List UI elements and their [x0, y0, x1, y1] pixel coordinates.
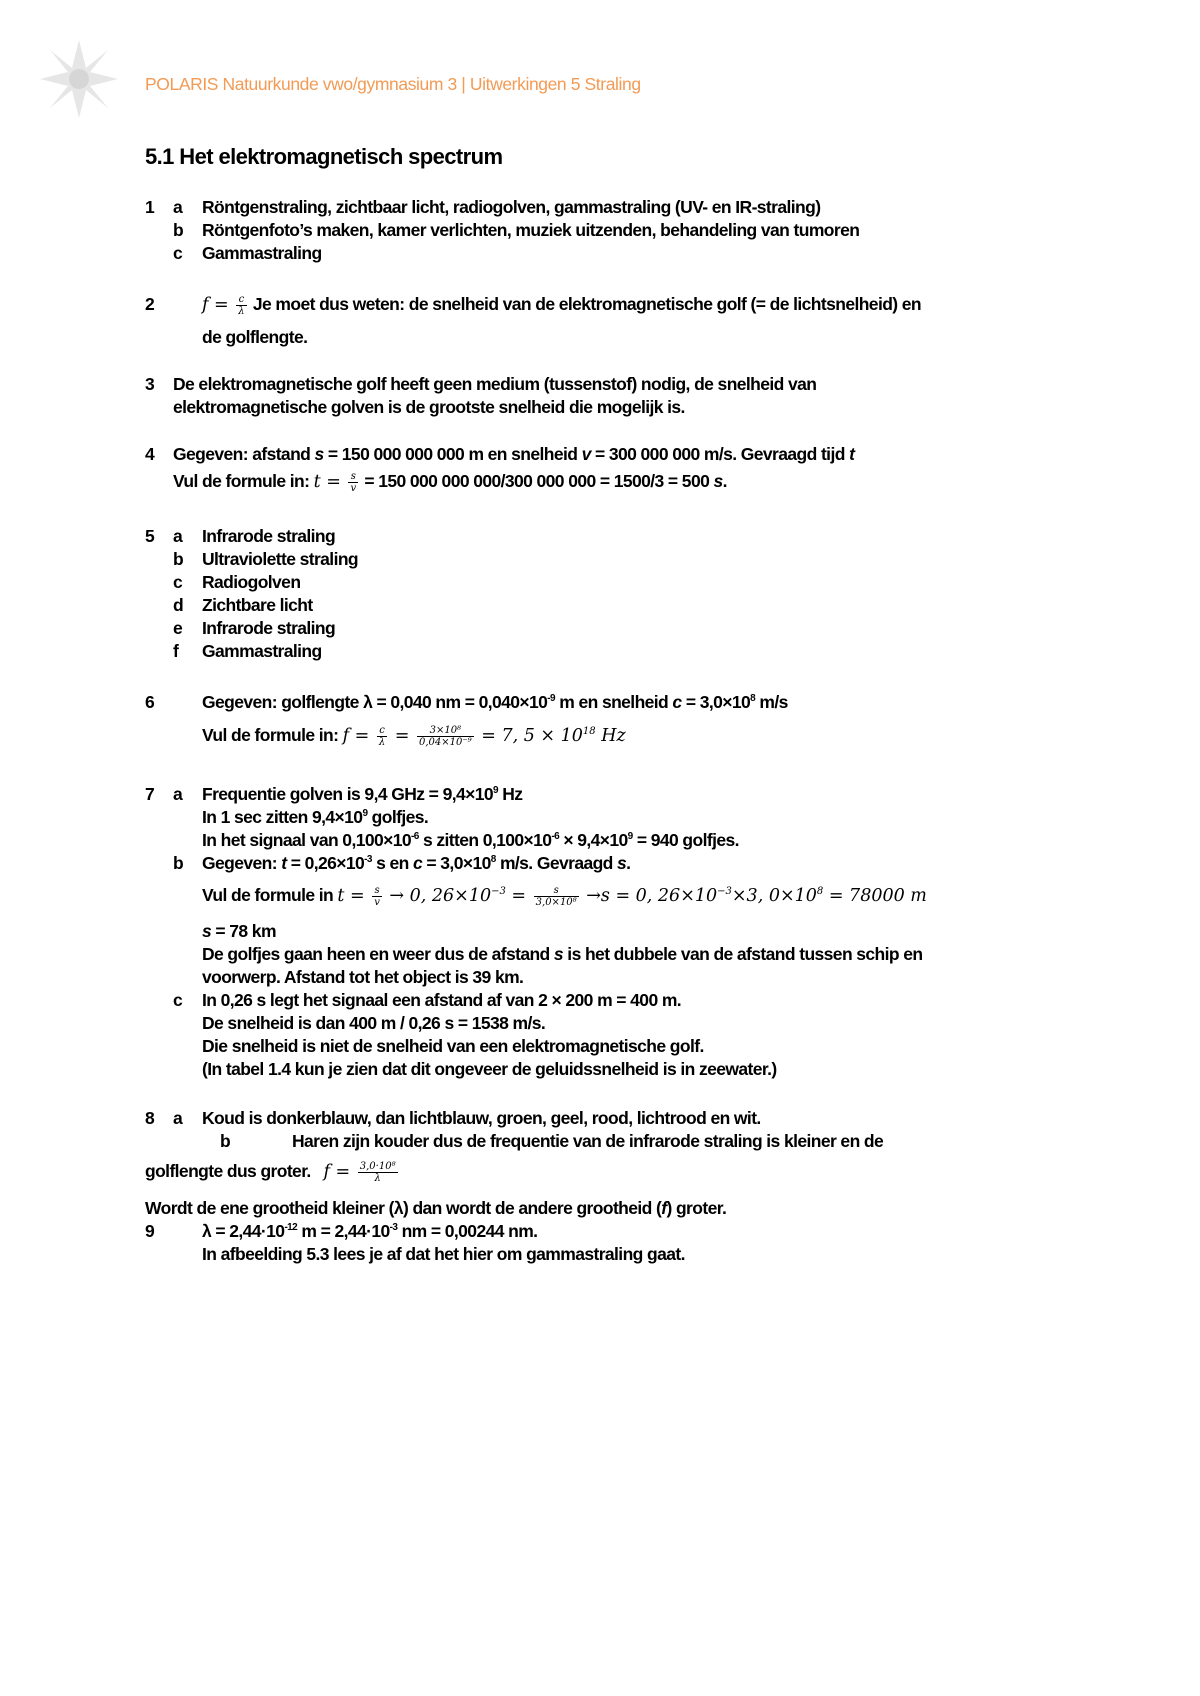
sub-label: a	[173, 784, 183, 804]
sub-label: e	[173, 618, 183, 638]
answer-text: Die snelheid is niet de snelheid van een elektromagnetische golf.	[202, 1036, 704, 1056]
answer-text: Ultraviolette straling	[202, 549, 359, 569]
answer-text: De elektromagnetische golf heeft geen medium (tussenstof) nodig, de snelheid van	[173, 374, 817, 394]
answer-text: Gegeven: $t = 0,26\times 10^{-3}$ s en $c = 3,0\times 10^8$ m/s. Gevraagd s.	[202, 853, 631, 873]
question-number: 1	[145, 197, 155, 217]
answer-text: $\lambda = 2,44\cdot 10^{-12}$ $m = 2,44\cdot 10^{-3}$ nm = 0,00244 nm.	[202, 1221, 538, 1241]
answer-text: f = $\frac{c}{\lambda}$ Je moet dus weten: de snelheid van de elektromagnetische golf (= de lichtsnelheid) en	[202, 293, 922, 317]
answer-text: elektromagnetische golven is de grootste snelheid die mogelijk is.	[173, 397, 685, 417]
answer-text: Infrarode straling	[202, 618, 336, 638]
question-number: 7	[145, 784, 155, 804]
answer-text: De snelheid is dan 400 m / 0,26 s = 1538 m/s.	[202, 1013, 546, 1033]
sub-label: b	[173, 853, 184, 873]
sub-label: f	[173, 641, 179, 661]
question-number: 2	[145, 294, 155, 314]
answer-text: s = 78 km	[202, 921, 276, 941]
answer-text: Wordt de ene grootheid kleiner (λ) dan wordt de andere grootheid (f) groter.	[145, 1198, 727, 1218]
answer-text: In 0,26 s legt het signaal een afstand af van 2 × 200 m = 400 m.	[202, 990, 682, 1010]
sub-label: b	[220, 1131, 231, 1151]
answer-text: De golfjes gaan heen en weer dus de afstand s is het dubbele van de afstand tussen schip en	[202, 944, 923, 964]
answer-text: Röntgenfoto’s maken, kamer verlichten, muziek uitzenden, behandeling van tumoren	[202, 220, 860, 240]
polaris-star-logo-icon	[38, 38, 120, 120]
answer-text: Frequentie golven is 9,4 GHz = $9,4\times 10^9$ Hz	[202, 784, 523, 804]
answer-text: In het signaal van $0,100\times 10^{-6}$ s zitten $0,100\times 10^{-6} \times 9,4\times 10^9 = 940$ golfjes.	[202, 830, 739, 850]
answer-text: Gegeven: afstand s = 150 000 000 000 m en snelheid v = 300 000 000 m/s. Gevraagd tijd t	[173, 444, 855, 464]
sub-label: c	[173, 243, 183, 263]
answer-text: Vul de formule in t = $\frac{s}{v}$ → 0, $26\times 10^{-3}$ = $\frac{s}{\text{3,0×10⁸}}$ →s = 0, $26\times 10^{-3}\times 3$, $0\times 10^8 = 78000$ m	[202, 884, 927, 908]
sub-label: c	[173, 572, 183, 592]
answer-text: Infrarode straling	[202, 526, 336, 546]
answer-text: golflengte dus groter. f = $\frac{\text{3,0·10⁸}}{\lambda}$	[145, 1160, 396, 1184]
section-title: 5.1 Het elektromagnetisch spectrum	[145, 144, 503, 169]
sub-label: b	[173, 549, 184, 569]
sub-label: d	[173, 595, 184, 615]
answer-text: Gammastraling	[202, 641, 322, 661]
sub-label: a	[173, 197, 183, 217]
answer-text: de golflengte.	[202, 327, 308, 347]
question-number: 3	[145, 374, 155, 394]
document-header: POLARIS Natuurkunde vwo/gymnasium 3 | Uitwerkingen 5 Straling	[145, 74, 641, 94]
answer-text: Radiogolven	[202, 572, 301, 592]
sub-label: a	[173, 1108, 183, 1128]
answer-text: (In tabel 1.4 kun je zien dat dit ongeveer de geluidssnelheid is in zeewater.)	[202, 1059, 777, 1079]
question-number: 9	[145, 1221, 155, 1241]
answer-text: voorwerp. Afstand tot het object is 39 km.	[202, 967, 524, 987]
answer-text: Zichtbare licht	[202, 595, 313, 615]
answer-text: Vul de formule in: f = $\frac{c}{\lambda}$ = $\frac{\text{3×10⁸}}{\text{0,04×10⁻⁹}}$ = 7, $5 \times 10^{18}$ Hz	[202, 724, 626, 748]
sub-label: c	[173, 990, 183, 1010]
sub-label: a	[173, 526, 183, 546]
answer-text: In 1 sec zitten $9,4\times 10^9$ golfjes.	[202, 807, 429, 827]
question-number: 4	[145, 444, 155, 464]
question-number: 6	[145, 692, 155, 712]
question-number: 8	[145, 1108, 155, 1128]
answer-text: Koud is donkerblauw, dan lichtblauw, groen, geel, rood, lichtrood en wit.	[202, 1108, 761, 1128]
sub-label: b	[173, 220, 184, 240]
answer-text: Vul de formule in: t = $\frac{s}{v}$ = 150 000 000 000/300 000 000 = 1500/3 = 500 s.	[173, 470, 727, 494]
question-number: 5	[145, 526, 155, 546]
answer-text: In afbeelding 5.3 lees je af dat het hier om gammastraling gaat.	[202, 1244, 685, 1264]
answer-text: Gegeven: golflengte λ = 0,040 nm = $0,040\times 10^{-9}$ m en snelheid $c = 3,0\times 10^8$ m/s	[202, 692, 788, 712]
answer-text: Haren zijn kouder dus de frequentie van de infrarode straling is kleiner en de	[292, 1131, 884, 1151]
answer-text: Röntgenstraling, zichtbaar licht, radiogolven, gammastraling (UV- en IR-straling)	[202, 197, 821, 217]
answer-text: Gammastraling	[202, 243, 322, 263]
